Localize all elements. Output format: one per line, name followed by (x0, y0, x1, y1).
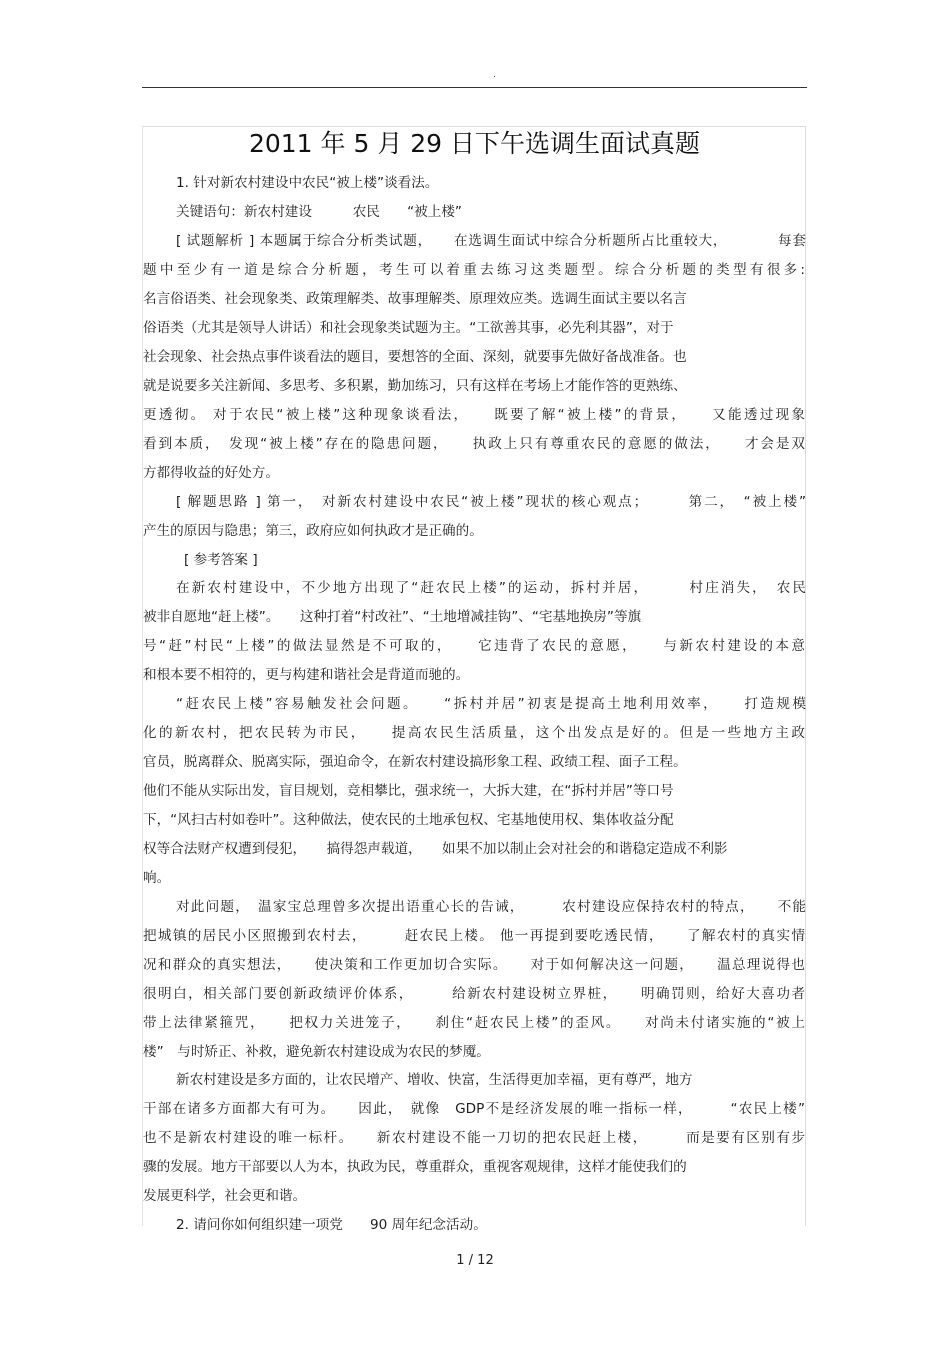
body-line: 官员，脱离群众、脱离实际，强迫命令，在新农村建设搞形象工程、政绩工程、面子工程。 (143, 754, 687, 770)
body-line: 下，“风扫古村如卷叶”。这种做法，使农民的土地承包权、宅基地使用权、集体收益分配 (143, 812, 674, 828)
body-line: 干部在诸多方面都大有可为。 因此， 就像 GDP不是经济发展的唯一指标一样， “农民上楼” (143, 1101, 805, 1117)
body-line: 名言俗语类、社会现象类、政策理解类、故事理解类、原理效应类。选调生面试主要以名言 (143, 291, 687, 307)
body-line: [ 解题思路 ] 第一， 对新农村建设中农民“被上楼”现状的核心观点； 第二， “被上楼” (176, 494, 806, 510)
body-line: 也不是新农村建设的唯一标杆。 新农村建设不能一刀切的把农民赶上楼， 而是要有区别有步 (143, 1130, 805, 1146)
answer-heading: [ 参考答案 ] (184, 552, 258, 568)
body-line: 被非自愿地“赶上楼”。 这种打着“村改社”、“土地增减挂钩”、“宅基地换房”等旗 (143, 609, 642, 625)
body-line: [ 试题解析 ] 本题属于综合分析类试题， 在选调生面试中综合分析题所占比重较大， 每套 (176, 233, 806, 249)
body-line: 楼” 与时矫正、补救，避免新农村建设成为农民的梦魇。 (143, 1044, 490, 1060)
body-line: 就是说要多关注新闻、多思考、多积累，勤加练习，只有这样在考场上才能作答的更熟练、 (143, 378, 687, 394)
question-2: 2. 请问你如何组织建一项党 90 周年纪念活动。 (176, 1217, 487, 1233)
body-line: 把城镇的居民小区照搬到农村去， 赶农民上楼。 他一再提到要吃透民情， 了解农村的真实情 (143, 928, 805, 944)
body-line: 更透彻。 对于农民“被上楼”这种现象谈看法， 既要了解“被上楼”的背景， 又能透过现象 (143, 407, 805, 423)
body-line: 很明白，相关部门要创新政绩评价体系， 给新农村建设树立界桩， 明确罚则，给好大喜功者 (143, 986, 805, 1002)
body-line: 题中至少有一道是综合分析题，考生可以着重去练习这类题型。综合分析题的类型有很多: (143, 262, 805, 278)
body-line: 看到本质， 发现“被上楼”存在的隐患问题， 执政上只有尊重农民的意愿的做法， 才会是双 (143, 436, 805, 452)
body-line: 带上法律紧箍咒， 把权力关进笼子， 刹住“赶农民上楼”的歪风。 对尚未付诸实施的“被上 (143, 1015, 805, 1031)
header-rule (142, 87, 807, 88)
header-marker: . (493, 70, 496, 80)
body-line: 方都得收益的好处方。 (143, 465, 279, 481)
body-line: 和根本要不相符的，更与构建和谐社会是背道而驰的。 (143, 667, 470, 683)
body-line: 况和群众的真实想法， 使决策和工作更加切合实际。 对于如何解决这一问题， 温总理说得也 (143, 957, 805, 973)
body-line: 社会现象、社会热点事件谈看法的题目，要想答的全面、深刻，就要事先做好备战准备。也 (143, 349, 687, 365)
body-line: 响。 (143, 870, 171, 886)
document-title: 2011 年 5 月 29 日下午选调生面试真题 (248, 129, 701, 158)
body-line: 俗语类（尤其是领导人讲话）和社会现象类试题为主。“工欲善其事，必先利其器”，对于 (143, 320, 674, 336)
body-line: 骤的发展。地方干部要以人为本，执政为民，尊重群众，重视客观规律，这样才能使我们的 (143, 1159, 687, 1175)
question-1: 1. 针对新农村建设中农民“被上楼”谈看法。 (176, 175, 439, 191)
body-line: 号“赶”村民“上楼”的做法显然是不可取的， 它违背了农民的意愿， 与新农村建设的本意 (143, 638, 805, 654)
body-line: 他们不能从实际出发，盲目规划，竞相攀比，强求统一，大拆大建，在“拆村并居”等口号 (143, 783, 674, 799)
key-phrases: 关键语句：新农村建设 农民 “被上楼” (176, 204, 462, 220)
body-line: 权等合法财产权遭到侵犯， 搞得怨声载道， 如果不加以制止会对社会的和谐稳定造成不利影 (143, 841, 728, 857)
body-line: 新农村建设是多方面的，让农民增产、增收、快富，生活得更加幸福，更有尊严，地方 (176, 1072, 693, 1088)
page-indicator: 1 / 12 (456, 1253, 494, 1268)
body-line: 产生的原因与隐患；第三，政府应如何执政才是正确的。 (143, 523, 483, 539)
body-line: 在新农村建设中，不少地方出现了“赶农民上楼”的运动，拆村并居， 村庄消失， 农民 (176, 580, 806, 596)
body-line: 化的新农村，把农民转为市民， 提高农民生活质量，这个出发点是好的。但是一些地方主政 (143, 725, 805, 741)
body-line: “赶农民上楼”容易触发社会问题。 “拆村并居”初衷是提高土地利用效率， 打造规模 (176, 696, 806, 712)
body-line: 对此问题， 温家宝总理曾多次提出语重心长的告诫， 农村建设应保持农村的特点， 不能 (176, 899, 806, 915)
body-line: 发展更科学，社会更和谐。 (143, 1188, 307, 1204)
